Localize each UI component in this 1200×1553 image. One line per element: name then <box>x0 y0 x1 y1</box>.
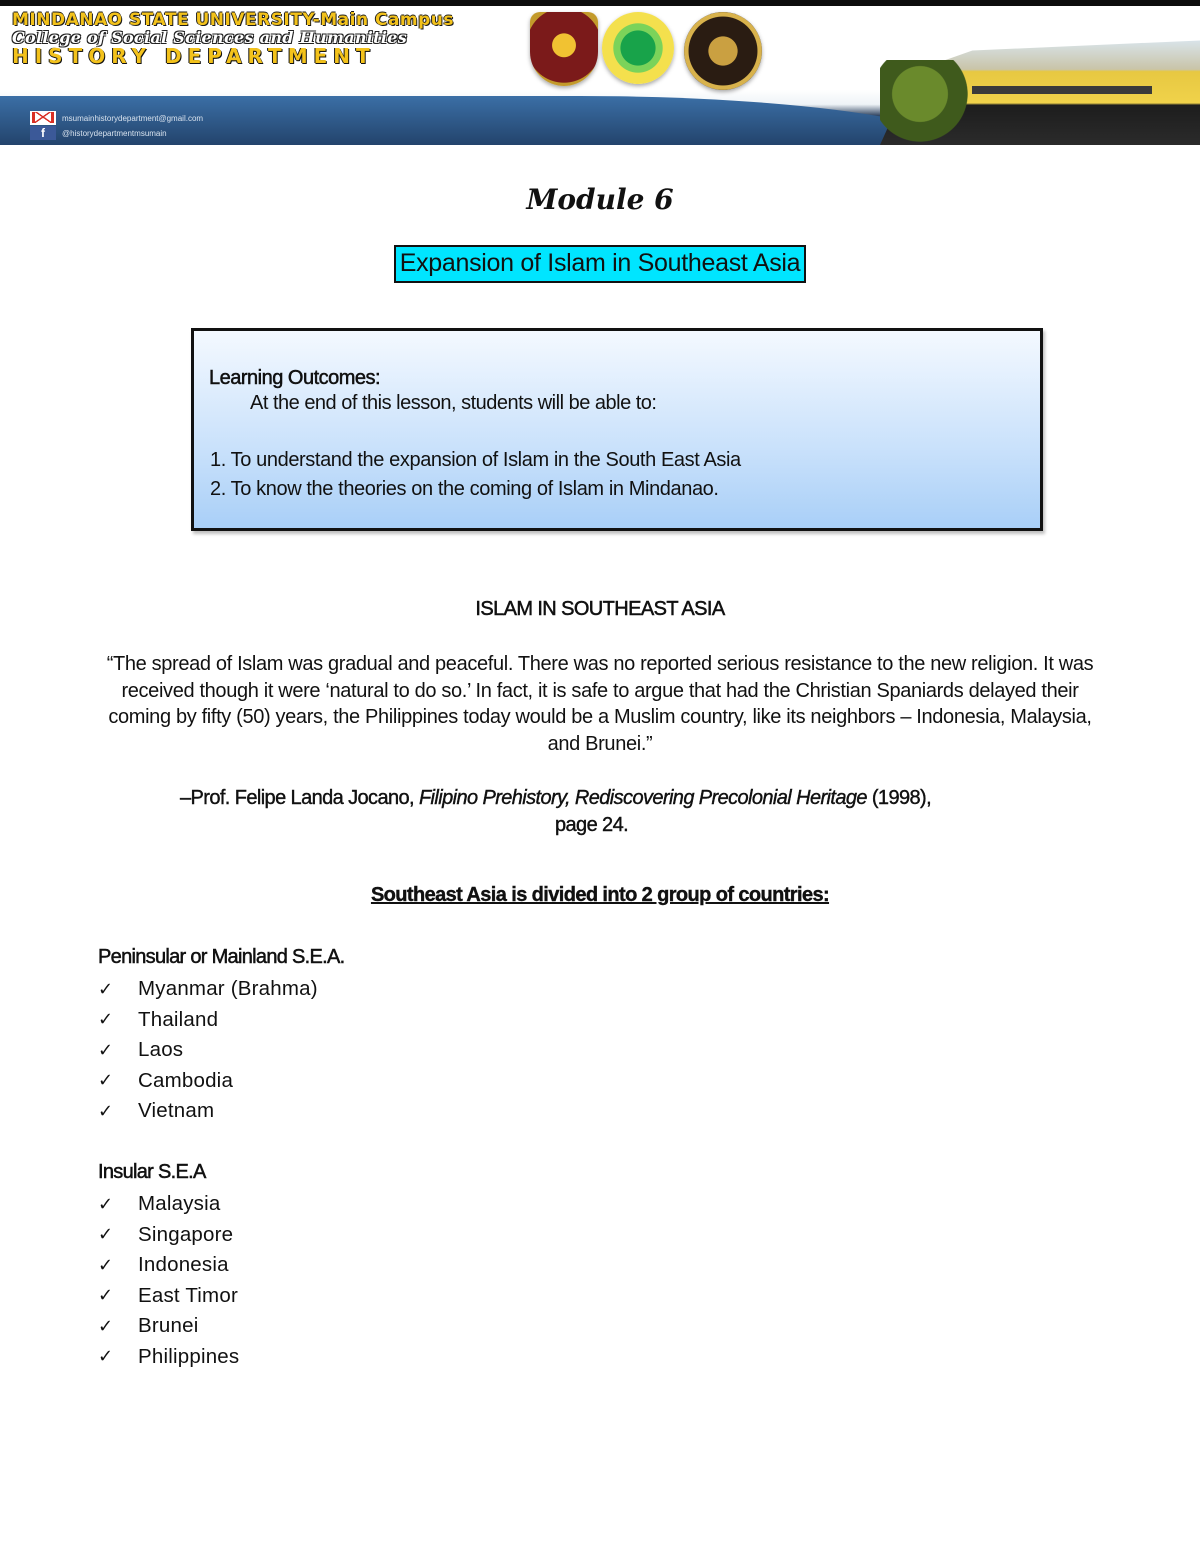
msu-seal-icon <box>530 12 598 86</box>
college-name: College of Social Sciences and Humanities <box>12 28 408 47</box>
jocano-quote: “The spread of Islam was gradual and peaceful. There was no reported serious resistance to the new religion. It was received though it were ‘natural to do so.’ In fact, it is safe to argue that had the Christian Spaniards delayed their coming by fifty (50) years, the Philippines today would be a Muslim country, like its neighbors – Indonesia, Malaysia, and Brunei.” <box>106 653 1094 755</box>
country-name: Malaysia <box>138 1192 221 1216</box>
country-name: Cambodia <box>138 1068 234 1092</box>
email-address: msumainhistorydepartment@gmail.com <box>62 113 204 123</box>
divided-heading: Southeast Asia is divided into 2 group of countries: <box>370 884 830 906</box>
facebook-contact[interactable] <box>30 126 167 140</box>
module-title: Module 6 <box>526 183 674 216</box>
learning-outcomes-heading: Learning Outcomes: <box>209 367 381 389</box>
country-name: Philippines <box>138 1344 240 1368</box>
list-item <box>98 1189 239 1220</box>
header-banner <box>0 0 1200 145</box>
citation-author: –Prof. Felipe Landa Jocano, <box>180 787 419 809</box>
facebook-icon: f <box>30 126 56 140</box>
citation-page: page 24. <box>555 814 629 836</box>
university-name: MINDANAO STATE UNIVERSITY-Main Campus <box>12 10 455 30</box>
country-name: Vietnam <box>138 1099 215 1123</box>
section-heading: ISLAM IN SOUTHEAST ASIA <box>475 598 725 620</box>
list-item <box>98 1220 239 1251</box>
insular-heading: Insular S.E.A <box>98 1161 206 1183</box>
list-item <box>98 1096 318 1127</box>
check-icon: ✓ <box>98 1070 114 1092</box>
mainland-heading: Peninsular or Mainland S.E.A. <box>98 946 345 968</box>
banner-top-line <box>0 0 1200 6</box>
insular-country-list <box>98 1189 239 1372</box>
list-item <box>98 974 318 1005</box>
facebook-handle: @historydepartmentmsumain <box>62 128 167 138</box>
check-icon: ✓ <box>98 1193 114 1215</box>
learning-outcomes-list <box>210 446 741 504</box>
history-department-seal-icon <box>602 12 674 84</box>
check-icon: ✓ <box>98 1039 114 1061</box>
check-icon: ✓ <box>98 978 114 1000</box>
country-name: Thailand <box>138 1007 219 1031</box>
learning-outcome-item: 2. To know the theories on the coming of Islam in Mindanao. <box>210 478 719 500</box>
list-item <box>98 1281 239 1312</box>
country-name: Laos <box>138 1038 184 1062</box>
email-contact[interactable] <box>30 111 203 125</box>
country-name: East Timor <box>138 1283 238 1307</box>
learning-outcomes-box <box>191 328 1043 531</box>
check-icon: ✓ <box>98 1009 114 1031</box>
check-icon: ✓ <box>98 1285 114 1307</box>
check-icon: ✓ <box>98 1315 114 1337</box>
building-sign <box>972 86 1152 94</box>
country-name: Myanmar (Brahma) <box>138 977 318 1001</box>
country-name: Singapore <box>138 1222 234 1246</box>
list-item <box>98 1342 239 1373</box>
mainland-country-list <box>98 974 318 1127</box>
list-item <box>98 1005 318 1036</box>
quote-citation <box>180 785 1080 839</box>
learning-outcomes-intro: At the end of this lesson, students will be able to: <box>250 392 657 414</box>
list-item <box>98 1035 318 1066</box>
check-icon: ✓ <box>98 1254 114 1276</box>
country-name: Brunei <box>138 1314 199 1338</box>
list-item <box>98 1250 239 1281</box>
list-item <box>98 1066 318 1097</box>
lesson-title: Expansion of Islam in Southeast Asia <box>394 245 807 283</box>
list-item <box>98 1311 239 1342</box>
mail-icon <box>30 111 56 125</box>
country-name: Indonesia <box>138 1253 229 1277</box>
department-name: HISTORY DEPARTMENT <box>12 44 376 68</box>
citation-year: (1998), <box>866 787 932 809</box>
cssh-seal-icon <box>684 12 762 90</box>
check-icon: ✓ <box>98 1346 114 1368</box>
check-icon: ✓ <box>98 1100 114 1122</box>
building-trees-photo <box>880 60 980 145</box>
check-icon: ✓ <box>98 1224 114 1246</box>
learning-outcome-item: 1. To understand the expansion of Islam in the South East Asia <box>210 449 741 471</box>
citation-work-title: Filipino Prehistory, Rediscovering Precolonial Heritage <box>418 787 867 809</box>
lesson-title-wrap <box>0 245 1200 283</box>
